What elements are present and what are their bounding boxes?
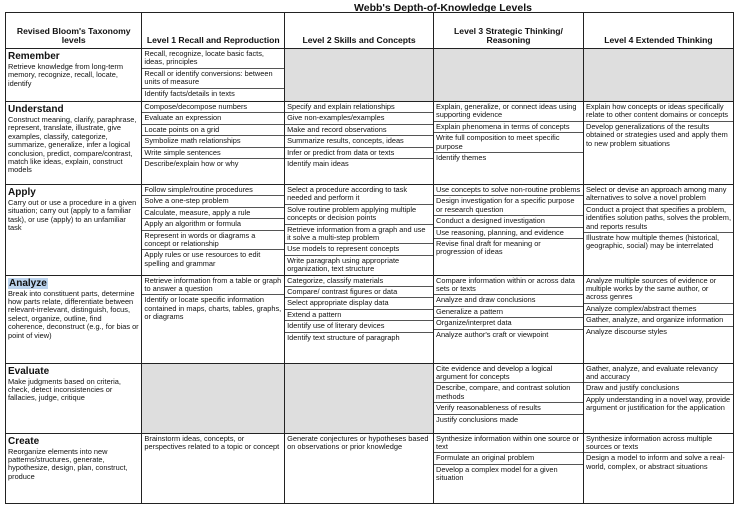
list-item: Explain, generalize, or connect ideas using supporting evidence	[434, 102, 583, 122]
list-item: Cite evidence and develop a logical argument for concepts	[434, 364, 583, 384]
list-item: Formulate an original problem	[434, 453, 583, 464]
table-row	[6, 433, 734, 503]
blooms-level-description: Make judgments based on criteria, check, detect inconsistencies or fallacies, judge, critique	[8, 376, 121, 403]
blooms-level-cell	[6, 275, 142, 363]
list-item: Represent in words or diagrams a concept or relationship	[142, 231, 284, 251]
list-item: Solve a one-step problem	[142, 196, 284, 207]
dok-level-3-cell	[434, 433, 584, 503]
dok-level-4-cell	[583, 102, 733, 185]
list-item: Use reasoning, planning, and evidence	[434, 228, 583, 239]
list-item: Retrieve information from a graph and use it solve a multi-step problem	[285, 225, 433, 245]
blooms-level-cell	[6, 185, 142, 276]
list-item: Brainstorm ideas, concepts, or perspectives related to a topic or concept	[144, 433, 280, 452]
dok-level-2-cell	[285, 275, 434, 363]
list-item: Conduct a project that specifies a problem, identifies solution paths, solves the problem, and reports results	[584, 205, 733, 233]
dok-level-1-cell	[142, 49, 285, 102]
dok-level-1-cell	[142, 102, 285, 185]
dok-level-1-cell	[142, 363, 285, 433]
list-item: Explain phenomena in terms of concepts	[434, 122, 583, 133]
list-item: Identify facts/details in texts	[144, 88, 235, 98]
table-row	[6, 363, 734, 433]
blooms-level-name: Analyze	[9, 277, 47, 289]
list-item: Apply understanding in a novel way, provide argument or justification for the application	[585, 394, 731, 413]
dok-level-1-cell	[142, 185, 285, 276]
dok-level-4-cell	[583, 363, 733, 433]
header-level-3: Level 3 Strategic Thinking/ Reasoning	[434, 13, 584, 49]
list-item: Select or devise an approach among many alternatives to solve a novel problem	[584, 185, 733, 205]
dok-level-2-cell	[285, 102, 434, 185]
list-item: Analyze multiple sources of evidence or multiple works by the same author, or across genres	[584, 276, 733, 304]
list-item: Synthesize information within one source or text	[434, 434, 583, 454]
list-item: Develop generalizations of the results obtained or strategies used and apply them to new problem situations	[585, 121, 728, 148]
list-item: Make and record observations	[285, 125, 433, 136]
list-item: Synthesize information across multiple sources or texts	[584, 434, 733, 454]
list-item: Specify and explain relationships	[285, 102, 433, 113]
list-item: Calculate, measure, apply a rule	[142, 208, 284, 219]
list-item: Illustrate how multiple themes (historical, geographic, social) may be interrelated	[585, 233, 720, 251]
list-item: Evaluate an expression	[142, 113, 284, 124]
list-item: Apply an algorithm or formula	[142, 219, 284, 230]
list-item: Extend a pattern	[285, 310, 433, 321]
list-item: Select appropriate display data	[285, 298, 433, 309]
list-item: Analyze author's craft or viewpoint	[436, 329, 549, 339]
list-item: Verify reasonableness of results	[434, 403, 583, 414]
blooms-level-description: Break into constituent parts, determine how parts relate, differentiate between relevant-irrelevant, distinguish, focus, select, organize, outline, find coherence, deconstruct (e.g., for bias or point of view)	[8, 288, 139, 340]
dok-level-3-cell	[434, 363, 584, 433]
header-level-1: Level 1 Recall and Reproduction	[142, 13, 285, 49]
header-level-4: Level 4 Extended Thinking	[583, 13, 733, 49]
list-item: Recall, recognize, locate basic facts, ideas, principles	[142, 49, 284, 69]
list-item: Locate points on a grid	[142, 125, 284, 136]
list-item: Generalize a pattern	[434, 307, 583, 318]
list-item: Retrieve information from a table or graph to answer a question	[142, 276, 284, 296]
list-item: Explain how concepts or ideas specifically relate to other content domains or concepts	[584, 102, 733, 122]
blooms-level-description: Carry out or use a procedure in a given situation; carry out (apply to a familiar task), or use (apply) to an unfamiliar task	[8, 198, 137, 233]
list-item: Recall or identify conversions: between units of measure	[142, 69, 284, 89]
blooms-level-description: Reorganize elements into new patterns/structures, generate, hypothesize, design, plan, construct, produce	[8, 446, 128, 481]
list-item: Identify text structure of paragraph	[287, 332, 400, 342]
table-row	[6, 102, 734, 185]
list-item: Categorize, classify materials	[285, 276, 433, 287]
list-item: Write paragraph using appropriate organization, text structure	[287, 255, 400, 274]
list-item: Solve routine problem applying multiple concepts or decision points	[285, 205, 433, 225]
table-body	[6, 49, 734, 504]
list-item: Analyze and draw conclusions	[434, 295, 583, 306]
list-item: Justify conclusions made	[436, 414, 519, 424]
chart-title: Webb's Depth-of-Knowledge Levels	[354, 2, 532, 14]
dok-matrix-table	[5, 12, 734, 504]
blooms-level-description: Retrieve knowledge from long-term memory, recognize, recall, locate, identify	[8, 62, 124, 88]
blooms-level-cell	[6, 102, 142, 185]
list-item: Compare/ contrast figures or data	[285, 287, 433, 298]
list-item: Select a procedure according to task needed and perform it	[285, 185, 433, 205]
list-item: Use concepts to solve non-routine problems	[434, 185, 583, 196]
blooms-level-cell	[6, 433, 142, 503]
list-item: Identify themes	[436, 153, 487, 163]
table-row	[6, 49, 734, 102]
blooms-level-name: Apply	[8, 187, 36, 198]
blooms-level-description: Construct meaning, clarify, paraphrase, represent, translate, illustrate, give examples, classify, categorize, summarize, generalize, infer a logical conclusion, predict, compare/contrast, match like ideas, explain, construct models	[8, 115, 137, 175]
dok-level-2-cell	[285, 433, 434, 503]
list-item: Write simple sentences	[142, 148, 284, 159]
list-item: Conduct a designed investigation	[434, 216, 583, 227]
dok-level-3-cell	[434, 185, 584, 276]
list-item: Compose/decompose numbers	[142, 102, 284, 113]
list-item: Revise final draft for meaning or progression of ideas	[436, 239, 541, 257]
list-item: Generate conjectures or hypotheses based on observations or prior knowledge	[287, 433, 429, 452]
blooms-level-cell	[6, 363, 142, 433]
list-item: Identify use of literary devices	[285, 321, 433, 332]
list-item: Analyze complex/abstract themes	[584, 304, 733, 315]
list-item: Develop a complex model for a given situation	[436, 464, 558, 483]
dok-level-4-cell	[583, 433, 733, 503]
list-item: Draw and justify conclusions	[584, 383, 733, 394]
dok-level-3-cell	[434, 275, 584, 363]
header-row	[6, 13, 734, 49]
header-level-2: Level 2 Skills and Concepts	[285, 13, 434, 49]
list-item: Describe, compare, and contrast solution methods	[434, 383, 583, 403]
list-item: Design investigation for a specific purpose or research question	[434, 196, 583, 216]
list-item: Infer or predict from data or texts	[285, 148, 433, 159]
blooms-level-name: Create	[8, 435, 40, 447]
dok-level-2-cell	[285, 185, 434, 276]
blooms-level-name: Evaluate	[8, 365, 50, 377]
list-item: Identify or locate specific information contained in maps, charts, tables, graphs, or diagrams	[144, 295, 282, 322]
list-item: Gather, analyze, and organize information	[584, 315, 733, 326]
header-blooms: Revised Bloom's Taxonomy levels	[6, 13, 142, 49]
dok-level-2-cell	[285, 49, 434, 102]
blooms-level-name: Understand	[8, 104, 64, 115]
blooms-level-cell	[6, 49, 142, 102]
blooms-level-name: Remember	[8, 51, 60, 62]
list-item: Identify main ideas	[287, 159, 349, 169]
dok-level-4-cell	[583, 49, 733, 102]
dok-level-2-cell	[285, 363, 434, 433]
list-item: Compare information within or across data sets or texts	[434, 276, 583, 296]
list-item: Organize/interpret data	[434, 318, 583, 329]
list-item: Design a model to inform and solve a real-world, complex, or abstract situations	[585, 453, 725, 471]
list-item: Summarize results, concepts, ideas	[285, 136, 433, 147]
dok-level-4-cell	[583, 275, 733, 363]
list-item: Apply rules or use resources to edit spelling and grammar	[144, 250, 261, 268]
dok-level-4-cell	[583, 185, 733, 276]
dok-level-1-cell	[142, 275, 285, 363]
table-row	[6, 185, 734, 276]
list-item: Write full composition to meet specific purpose	[434, 133, 583, 153]
dok-level-3-cell	[434, 49, 584, 102]
table-row	[6, 275, 734, 363]
list-item: Give non-examples/examples	[285, 113, 433, 124]
list-item: Symbolize math relationships	[142, 136, 284, 147]
list-item: Follow simple/routine procedures	[142, 185, 284, 196]
dok-level-1-cell	[142, 433, 285, 503]
list-item: Gather, analyze, and evaluate relevancy and accuracy	[584, 364, 733, 384]
list-item: Use models to represent concepts	[285, 244, 433, 255]
list-item: Analyze discourse styles	[585, 326, 667, 336]
dok-level-3-cell	[434, 102, 584, 185]
list-item: Describe/explain how or why	[144, 159, 239, 169]
